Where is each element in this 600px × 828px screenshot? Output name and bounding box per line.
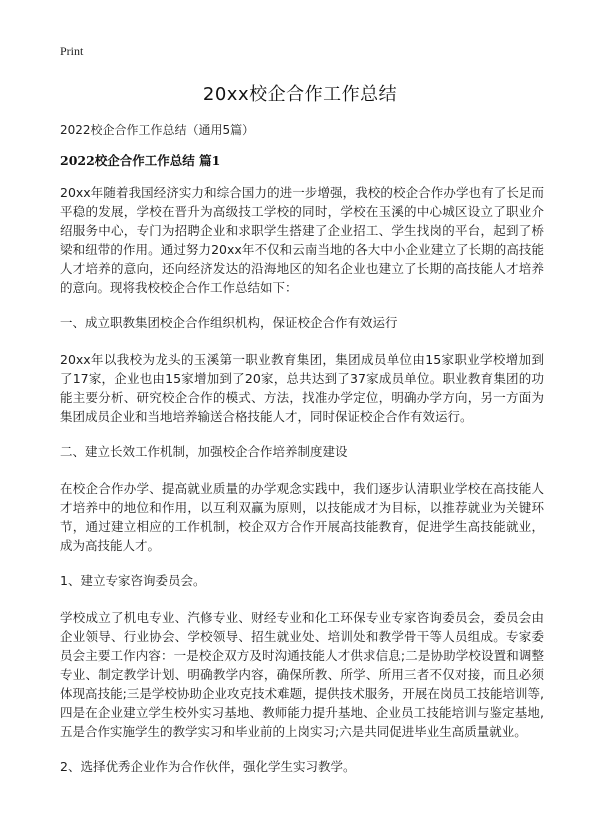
section-heading: 2022校企合作工作总结 篇1 (60, 153, 221, 168)
print-label[interactable]: Print (60, 44, 84, 58)
subheading-two: 二、建立长效工作机制，加强校企合作培养制度建设 (60, 444, 348, 459)
subheading-one: 一、成立职教集团校企合作组织机构，保证校企合作有效运行 (60, 315, 398, 330)
page-title: 20xx校企合作工作总结 (202, 84, 398, 105)
document-body (60, 183, 544, 794)
body-paragraph: 学校成立了机电专业、汽修专业、财经专业和化工环保专业专家咨询委员会，委员会由企业领导、行业协会、学校领导、招生就业处、培训处和教学骨干等人员组成。专家委员会主要工作内容：一是校企双方及时沟通技能人才供求信息;二是协助学校设置和调整专业、制定教学计划、明确教学内容，确保所教、所学、所用三者不仅对接，而且必须体现高技能;三是学校协助企业攻克技术难题，提供技术服务，开展在岗员工技能培训等,四是在企业建立学生校外实习基地、教师能力提升基地、企业员工技能培训与鉴定基地,五是合作实施学生的教学实习和毕业前的上岗实习;六是共同促进毕业生高质量就业。 (60, 610, 544, 739)
numbered-heading-one: 1、建立专家咨询委员会。 (60, 573, 206, 588)
intro-paragraph: 20xx年随着我国经济实力和综合国力的进一步增强，我校的校企合作办学也有了长足而平稳的发展，学校在晋升为高级技工学校的同时，学校在玉溪的中心城区设立了职业介绍服务中心，专门为招聘企业和求职学生搭建了企业招工、学生找岗的平台，起到了桥梁和纽带的作用。通过努力20xx年不仅和云南当地的各大中小企业建立了长期的高技能人才培养的意向，还向经济发达的沿海地区的知名企业也建立了长期的高技能人才培养的意向。现将我校校企合作工作总结如下： (60, 185, 544, 295)
numbered-heading-two: 2、选择优秀企业作为合作伙伴，强化学生实习教学。 (60, 759, 356, 774)
document-subtitle: 2022校企合作工作总结（通用5篇） (60, 123, 255, 137)
body-paragraph: 20xx年以我校为龙头的玉溪第一职业教育集团，集团成员单位由15家职业学校增加到了17家，企业也由15家增加到了20家，总共达到了37家成员单位。职业教育集团的功能主要分析、研究校企合作的模式、方法，找准办学定位，明确办学方向，另一方面为集团成员企业和当地培养输送合格技能人才，同时保证校企合作有效运行。 (60, 352, 544, 424)
body-paragraph: 在校企合作办学、提高就业质量的办学观念实践中，我们逐步认清职业学校在高技能人才培养中的地位和作用，以互利双赢为原则，以技能成才为目标，以推荐就业为关键环节，通过建立相应的工作机制，校企双方合作开展高技能教育，促进学生高技能就业，成为高技能人才。 (60, 481, 544, 553)
